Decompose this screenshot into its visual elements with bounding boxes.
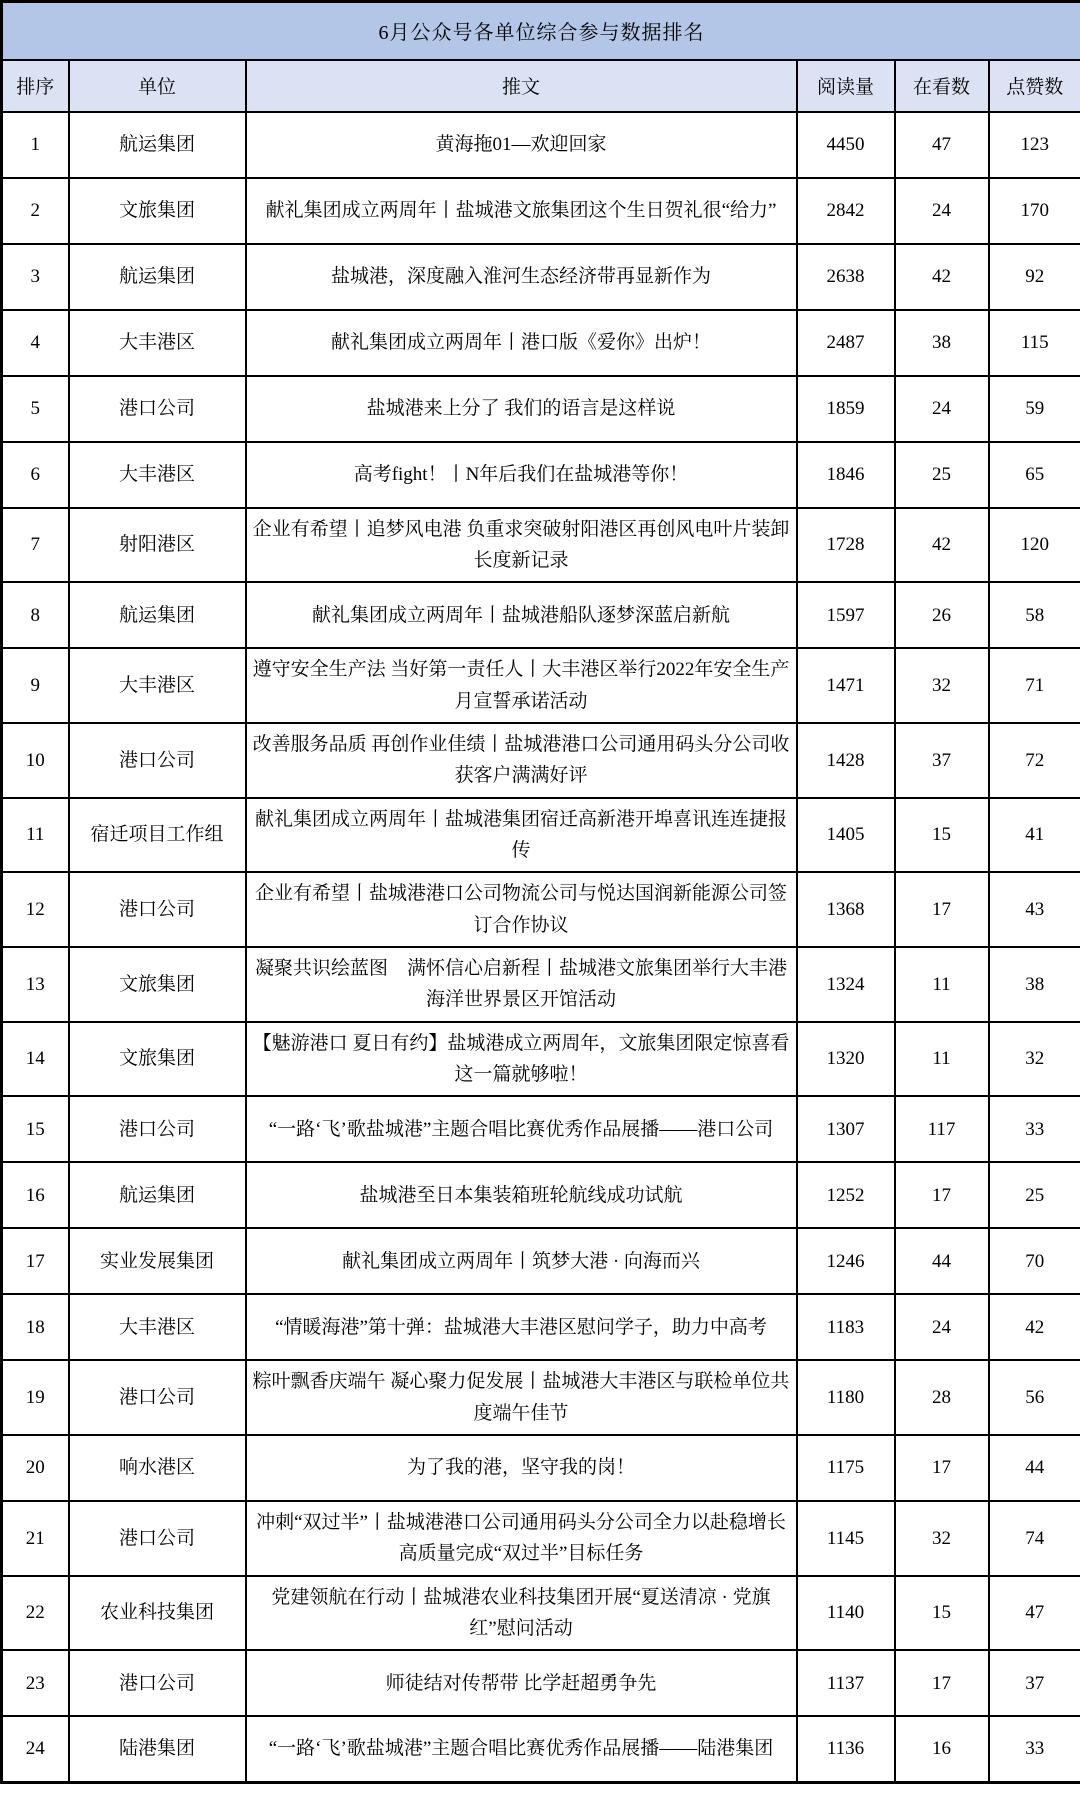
likes-cell: 115 <box>989 310 1080 376</box>
article-cell: 粽叶飘香庆端午 凝心聚力促发展丨盐城港大丰港区与联检单位共度端午佳节 <box>246 1360 797 1435</box>
table-row <box>2 1435 1080 1501</box>
rank-cell: 13 <box>2 947 69 1022</box>
unit-cell: 大丰港区 <box>69 310 246 376</box>
rank-cell: 5 <box>2 376 69 442</box>
watching-cell: 16 <box>895 1716 989 1782</box>
table-row <box>2 508 1080 583</box>
likes-cell: 42 <box>989 1294 1080 1360</box>
table-row <box>2 1360 1080 1435</box>
table-row <box>2 798 1080 873</box>
article-cell: “一路‘飞’歌盐城港”主题合唱比赛优秀作品展播——陆港集团 <box>246 1716 797 1782</box>
reads-cell: 1175 <box>797 1435 895 1501</box>
watching-cell: 26 <box>895 582 989 648</box>
table-title: 6月公众号各单位综合参与数据排名 <box>2 2 1080 60</box>
rank-cell: 14 <box>2 1022 69 1097</box>
watching-cell: 47 <box>895 112 989 178</box>
table-row <box>2 648 1080 723</box>
article-cell: 献礼集团成立两周年丨盐城港船队逐梦深蓝启新航 <box>246 582 797 648</box>
unit-cell: 大丰港区 <box>69 1294 246 1360</box>
rank-cell: 23 <box>2 1650 69 1716</box>
header-unit: 单位 <box>69 60 246 112</box>
rank-cell: 22 <box>2 1576 69 1651</box>
rank-cell: 6 <box>2 442 69 508</box>
table-row <box>2 947 1080 1022</box>
likes-cell: 41 <box>989 798 1080 873</box>
reads-cell: 1307 <box>797 1096 895 1162</box>
reads-cell: 1320 <box>797 1022 895 1097</box>
reads-cell: 1859 <box>797 376 895 442</box>
watching-cell: 17 <box>895 1650 989 1716</box>
article-cell: 师徒结对传帮带 比学赶超勇争先 <box>246 1650 797 1716</box>
likes-cell: 44 <box>989 1435 1080 1501</box>
reads-cell: 1368 <box>797 872 895 947</box>
rank-cell: 8 <box>2 582 69 648</box>
unit-cell: 航运集团 <box>69 244 246 310</box>
article-cell: 盐城港来上分了 我们的语言是这样说 <box>246 376 797 442</box>
likes-cell: 120 <box>989 508 1080 583</box>
table-row <box>2 1228 1080 1294</box>
likes-cell: 58 <box>989 582 1080 648</box>
watching-cell: 17 <box>895 1435 989 1501</box>
unit-cell: 港口公司 <box>69 1650 246 1716</box>
unit-cell: 文旅集团 <box>69 1022 246 1097</box>
table-row <box>2 112 1080 178</box>
unit-cell: 大丰港区 <box>69 442 246 508</box>
rank-cell: 1 <box>2 112 69 178</box>
likes-cell: 33 <box>989 1716 1080 1782</box>
watching-cell: 24 <box>895 376 989 442</box>
likes-cell: 71 <box>989 648 1080 723</box>
table-body <box>2 112 1080 1783</box>
unit-cell: 航运集团 <box>69 1162 246 1228</box>
rank-cell: 17 <box>2 1228 69 1294</box>
likes-cell: 170 <box>989 178 1080 244</box>
likes-cell: 59 <box>989 376 1080 442</box>
rank-cell: 11 <box>2 798 69 873</box>
reads-cell: 2638 <box>797 244 895 310</box>
header-likes: 点赞数 <box>989 60 1080 112</box>
likes-cell: 25 <box>989 1162 1080 1228</box>
article-cell: 冲刺“双过半”丨盐城港港口公司通用码头分公司全力以赴稳增长 高质量完成“双过半”目标任务 <box>246 1501 797 1576</box>
article-cell: 高考fight！丨N年后我们在盐城港等你！ <box>246 442 797 508</box>
rank-cell: 7 <box>2 508 69 583</box>
table-row <box>2 872 1080 947</box>
rank-cell: 18 <box>2 1294 69 1360</box>
header-watching: 在看数 <box>895 60 989 112</box>
watching-cell: 24 <box>895 178 989 244</box>
likes-cell: 70 <box>989 1228 1080 1294</box>
rank-cell: 16 <box>2 1162 69 1228</box>
unit-cell: 射阳港区 <box>69 508 246 583</box>
table-row <box>2 244 1080 310</box>
unit-cell: 农业科技集团 <box>69 1576 246 1651</box>
reads-cell: 1324 <box>797 947 895 1022</box>
likes-cell: 56 <box>989 1360 1080 1435</box>
rank-cell: 3 <box>2 244 69 310</box>
reads-cell: 1140 <box>797 1576 895 1651</box>
reads-cell: 1252 <box>797 1162 895 1228</box>
article-cell: 企业有希望丨追梦风电港 负重求突破射阳港区再创风电叶片装卸长度新记录 <box>246 508 797 583</box>
article-cell: 企业有希望丨盐城港港口公司物流公司与悦达国润新能源公司签订合作协议 <box>246 872 797 947</box>
article-cell: 凝聚共识绘蓝图 满怀信心启新程丨盐城港文旅集团举行大丰港海洋世界景区开馆活动 <box>246 947 797 1022</box>
reads-cell: 2842 <box>797 178 895 244</box>
reads-cell: 1145 <box>797 1501 895 1576</box>
rank-cell: 12 <box>2 872 69 947</box>
unit-cell: 响水港区 <box>69 1435 246 1501</box>
title-row <box>2 2 1080 60</box>
likes-cell: 37 <box>989 1650 1080 1716</box>
table-row <box>2 1716 1080 1782</box>
watching-cell: 15 <box>895 798 989 873</box>
unit-cell: 港口公司 <box>69 1360 246 1435</box>
header-row <box>2 60 1080 112</box>
reads-cell: 1728 <box>797 508 895 583</box>
unit-cell: 港口公司 <box>69 1501 246 1576</box>
table-row <box>2 1162 1080 1228</box>
header-article: 推文 <box>246 60 797 112</box>
likes-cell: 92 <box>989 244 1080 310</box>
unit-cell: 港口公司 <box>69 376 246 442</box>
header-reads: 阅读量 <box>797 60 895 112</box>
unit-cell: 大丰港区 <box>69 648 246 723</box>
unit-cell: 港口公司 <box>69 723 246 798</box>
rank-cell: 21 <box>2 1501 69 1576</box>
table-row <box>2 310 1080 376</box>
rank-cell: 24 <box>2 1716 69 1782</box>
table-row <box>2 1294 1080 1360</box>
table-row <box>2 178 1080 244</box>
likes-cell: 65 <box>989 442 1080 508</box>
unit-cell: 文旅集团 <box>69 178 246 244</box>
unit-cell: 实业发展集团 <box>69 1228 246 1294</box>
article-cell: 改善服务品质 再创作业佳绩丨盐城港港口公司通用码头分公司收获客户满满好评 <box>246 723 797 798</box>
reads-cell: 4450 <box>797 112 895 178</box>
watching-cell: 38 <box>895 310 989 376</box>
table-row <box>2 376 1080 442</box>
unit-cell: 陆港集团 <box>69 1716 246 1782</box>
article-cell: 盐城港，深度融入淮河生态经济带再显新作为 <box>246 244 797 310</box>
article-cell: “情暖海港”第十弹：盐城港大丰港区慰问学子，助力中高考 <box>246 1294 797 1360</box>
watching-cell: 17 <box>895 872 989 947</box>
article-cell: 黄海拖01—欢迎回家 <box>246 112 797 178</box>
watching-cell: 25 <box>895 442 989 508</box>
watching-cell: 42 <box>895 244 989 310</box>
unit-cell: 航运集团 <box>69 582 246 648</box>
reads-cell: 1136 <box>797 1716 895 1782</box>
reads-cell: 1137 <box>797 1650 895 1716</box>
table-row <box>2 442 1080 508</box>
unit-cell: 航运集团 <box>69 112 246 178</box>
table-row <box>2 1096 1080 1162</box>
rank-cell: 19 <box>2 1360 69 1435</box>
reads-cell: 1846 <box>797 442 895 508</box>
article-cell: 【魅游港口 夏日有约】盐城港成立两周年，文旅集团限定惊喜看这一篇就够啦！ <box>246 1022 797 1097</box>
likes-cell: 32 <box>989 1022 1080 1097</box>
likes-cell: 74 <box>989 1501 1080 1576</box>
article-cell: 盐城港至日本集装箱班轮航线成功试航 <box>246 1162 797 1228</box>
likes-cell: 38 <box>989 947 1080 1022</box>
table-row <box>2 723 1080 798</box>
header-rank: 排序 <box>2 60 69 112</box>
watching-cell: 11 <box>895 947 989 1022</box>
rank-cell: 15 <box>2 1096 69 1162</box>
watching-cell: 117 <box>895 1096 989 1162</box>
article-cell: 献礼集团成立两周年丨盐城港集团宿迁高新港开埠喜讯连连捷报传 <box>246 798 797 873</box>
likes-cell: 72 <box>989 723 1080 798</box>
watching-cell: 32 <box>895 648 989 723</box>
likes-cell: 33 <box>989 1096 1080 1162</box>
article-cell: “一路‘飞’歌盐城港”主题合唱比赛优秀作品展播——港口公司 <box>246 1096 797 1162</box>
reads-cell: 1183 <box>797 1294 895 1360</box>
rank-cell: 4 <box>2 310 69 376</box>
table-row <box>2 1576 1080 1651</box>
article-cell: 献礼集团成立两周年丨盐城港文旅集团这个生日贺礼很“给力” <box>246 178 797 244</box>
article-cell: 献礼集团成立两周年丨港口版《爱你》出炉！ <box>246 310 797 376</box>
reads-cell: 1180 <box>797 1360 895 1435</box>
unit-cell: 文旅集团 <box>69 947 246 1022</box>
rank-cell: 2 <box>2 178 69 244</box>
watching-cell: 11 <box>895 1022 989 1097</box>
watching-cell: 37 <box>895 723 989 798</box>
table-row <box>2 582 1080 648</box>
watching-cell: 24 <box>895 1294 989 1360</box>
article-cell: 献礼集团成立两周年丨筑梦大港 · 向海而兴 <box>246 1228 797 1294</box>
article-cell: 为了我的港，坚守我的岗！ <box>246 1435 797 1501</box>
watching-cell: 15 <box>895 1576 989 1651</box>
likes-cell: 123 <box>989 112 1080 178</box>
likes-cell: 47 <box>989 1576 1080 1651</box>
rank-cell: 9 <box>2 648 69 723</box>
reads-cell: 1428 <box>797 723 895 798</box>
likes-cell: 43 <box>989 872 1080 947</box>
watching-cell: 28 <box>895 1360 989 1435</box>
reads-cell: 1405 <box>797 798 895 873</box>
reads-cell: 2487 <box>797 310 895 376</box>
rank-cell: 20 <box>2 1435 69 1501</box>
article-cell: 遵守安全生产法 当好第一责任人丨大丰港区举行2022年安全生产月宣誓承诺活动 <box>246 648 797 723</box>
reads-cell: 1246 <box>797 1228 895 1294</box>
watching-cell: 42 <box>895 508 989 583</box>
unit-cell: 港口公司 <box>69 1096 246 1162</box>
table-row <box>2 1022 1080 1097</box>
table-row <box>2 1501 1080 1576</box>
unit-cell: 宿迁项目工作组 <box>69 798 246 873</box>
watching-cell: 17 <box>895 1162 989 1228</box>
article-cell: 党建领航在行动丨盐城港农业科技集团开展“夏送清凉 · 党旗红”慰问活动 <box>246 1576 797 1651</box>
watching-cell: 44 <box>895 1228 989 1294</box>
reads-cell: 1471 <box>797 648 895 723</box>
watching-cell: 32 <box>895 1501 989 1576</box>
reads-cell: 1597 <box>797 582 895 648</box>
table-row <box>2 1650 1080 1716</box>
unit-cell: 港口公司 <box>69 872 246 947</box>
rank-cell: 10 <box>2 723 69 798</box>
